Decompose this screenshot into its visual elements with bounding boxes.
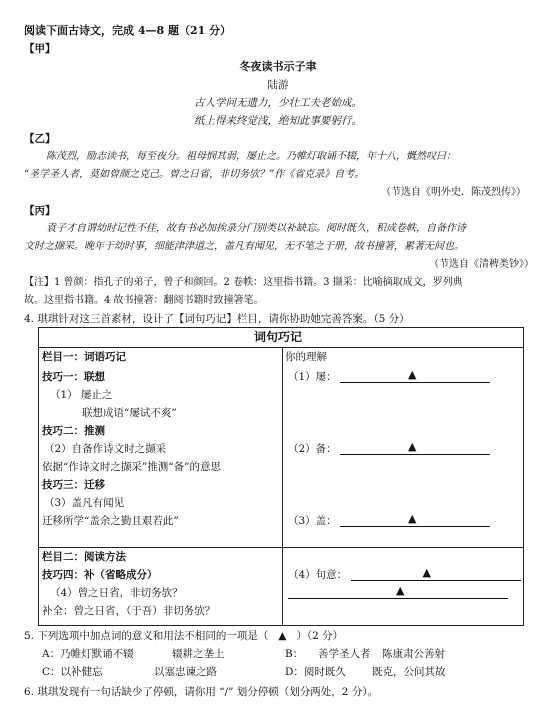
yi-paragraph-2: “圣学圣人者，莫如曾颜之克己。曾之日省，非切务欤？”作《省克录》自考。 [24, 169, 365, 180]
option-b-3: 陈康肃公善射 [382, 648, 445, 660]
answer-1 [288, 368, 490, 383]
tip-4-example: （4）曾之日省，非切务欤？ [50, 587, 183, 599]
answer-3-blank[interactable] [340, 512, 490, 527]
note-line-2: 故。这里指书籍。4 故书撞箸：翻阅书籍时致撞箸笔。 [24, 295, 264, 306]
your-understanding-label: 你的理解 [285, 351, 327, 363]
tip-4: 技巧四：补（省略成分） [42, 569, 158, 581]
poem-line-1: 古人学问无遗力，少壮工夫老始成。 [194, 97, 362, 109]
question-5-text: 5. 下列选项中加点词的意义和用法不相同的一项是（ [24, 630, 269, 642]
option-b-1: B： [285, 648, 304, 660]
bing-paragraph-1: 袁子才自谓幼时记性不佳，故有书必加挨录分门别类以补缺忘。阅时既久，积成卷帙，自备作诗 [46, 223, 466, 234]
question-5-triangle: ▲ [278, 630, 287, 642]
yi-source: （节选自《明外史．陈茂烈传》） [381, 187, 526, 198]
answer-4-label: （4）句意： [288, 569, 348, 581]
note-line-1: 【注】1 曾颜：指孔子的弟子，曾子和颜回。2 卷帙：这里指书籍。3 撷采：比喻摘取成文，罗列典 [24, 277, 463, 288]
answer-4-blank-1[interactable] [351, 566, 521, 581]
answer-2-triangle: ▲ [408, 440, 417, 454]
jia-tag: 【甲】 [24, 43, 56, 55]
tip-3: 技巧三：迁移 [42, 479, 105, 491]
answer-4-triangle-2: ▲ [396, 584, 405, 598]
table-divider [282, 347, 283, 625]
answer-1-triangle: ▲ [408, 368, 417, 382]
column-2-heading: 栏目二：阅读方法 [42, 551, 126, 563]
bing-tag: 【丙】 [24, 205, 56, 217]
tip-3-hint: 迁移所学“盖余之勤且艰若此” [42, 515, 179, 527]
question-5 [24, 630, 343, 642]
table-title: 词句巧记 [253, 330, 302, 344]
tip-1: 技巧一：联想 [42, 371, 105, 383]
column-1-heading: 栏目一：词语巧记 [42, 351, 126, 363]
yi-tag: 【乙】 [24, 133, 56, 145]
tip-3-example: （3）盖凡有闻见 [44, 497, 125, 509]
tip-2-example: （2）自备作诗文时之撷采 [44, 443, 167, 455]
answer-4 [288, 566, 521, 581]
answer-2 [288, 440, 490, 455]
answer-4-blank-2[interactable] [288, 584, 508, 599]
section-header: 阅读下面古诗文，完成 4—8 题（21 分） [24, 24, 232, 37]
option-b-2: 善学圣人者 [318, 648, 371, 660]
answer-1-label: （1）屡： [288, 371, 337, 383]
question-4: 4. 琪琪针对这三首素材，设计了【词句巧记】栏目，请你协助她完善答案。（5 分） [24, 313, 410, 325]
tip-1-example: （1） 屡止之 [50, 389, 113, 401]
poem-title: 冬夜读书示子聿 [239, 60, 317, 73]
answer-4-triangle-1: ▲ [422, 566, 431, 580]
option-d-1: D：阅时既久 [285, 666, 346, 678]
poem-line-2: 纸上得来终觉浅，绝知此事要躬行。 [194, 115, 362, 127]
option-a-1: A：乃帷灯默诵不辍 [42, 648, 134, 660]
question-5-score: ）（2 分） [296, 630, 344, 642]
answer-3-triangle: ▲ [408, 512, 417, 526]
option-c-2: 以塞忠谏之路 [154, 666, 217, 678]
option-a-2: 辍耕之垄上 [172, 648, 225, 660]
question-6: 6. 琪琪发现有一句话缺少了停顿，请你用 “/” 划分停顿（划分两处，2 分）。 [24, 686, 379, 698]
bing-paragraph-2: 文时之撷采。晚年于幼时事，细能津津道之，盖凡有闻见，无不笔之于册，故书撞箸，累著无间也。 [24, 241, 464, 252]
yi-paragraph-1: 陈茂烈，励志读书，每至夜分。祖母悯其弱，屡止之。乃帷灯取诵不辍，年十八，慨然叹曰： [46, 151, 456, 162]
tip-2-hint: 依据“作诗文时之撷采”推测“备”的意思 [42, 461, 221, 473]
tip-4-hint: 补全：曾之日省，（于吾）非切务欤？ [42, 605, 216, 617]
poem-author: 陆游 [267, 79, 289, 91]
option-d-2: 既克，公问其故 [372, 666, 446, 678]
answer-2-label: （2）备： [288, 443, 337, 455]
answer-3 [288, 512, 490, 527]
tip-1-hint: 联想成语“屡试不爽” [82, 407, 177, 419]
answer-1-blank[interactable] [340, 368, 490, 383]
answer-4-line-2 [288, 584, 508, 599]
answer-3-label: （3）盖： [288, 515, 337, 527]
answer-2-blank[interactable] [340, 440, 490, 455]
bing-source: （节选自《清稗类钞》） [429, 259, 534, 270]
table-divider [38, 547, 523, 548]
tip-2: 技巧二：推测 [42, 425, 105, 437]
option-c-1: C：以补健忘 [42, 666, 103, 678]
table-divider [38, 347, 523, 348]
